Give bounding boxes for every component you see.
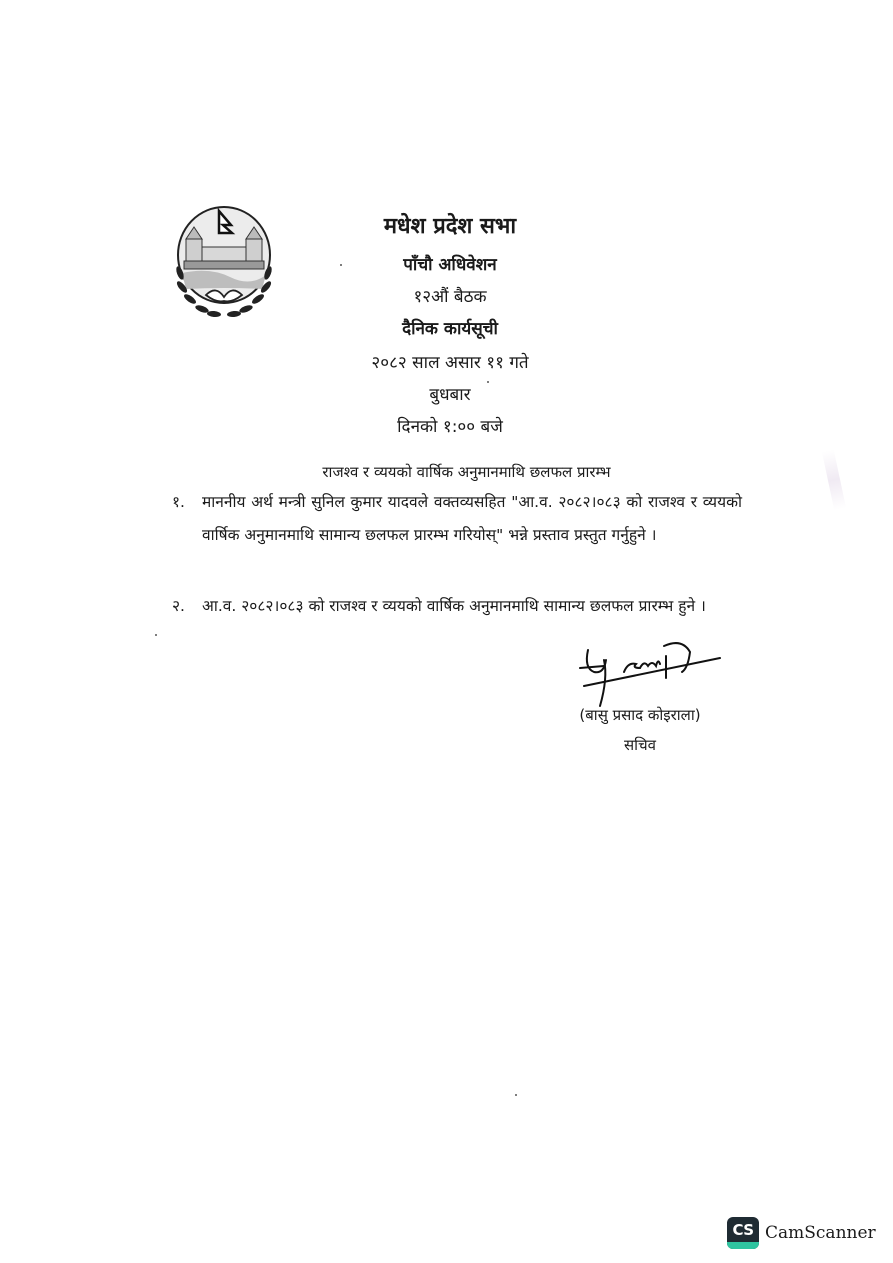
meeting-label: १२औं बैठक	[413, 287, 487, 307]
agenda-heading: राजश्व र व्ययको वार्षिक अनुमानमाथि छलफल प्रारम्भ	[322, 463, 611, 481]
signatory-name: (बासु प्रसाद कोइराला)	[579, 706, 701, 724]
camscanner-logo-icon: CS	[727, 1217, 759, 1249]
document-header	[300, 0, 600, 450]
scan-speck	[515, 1094, 517, 1096]
scan-speck	[487, 381, 489, 383]
agenda-item-text: आ.व. २०८२।०८३ को राजश्व र व्ययको वार्षिक अनुमानमाथि सामान्य छलफल प्रारम्भ हुने ।	[202, 597, 706, 615]
signatory-title: सचिव	[624, 736, 656, 754]
assembly-emblem-icon	[170, 203, 278, 321]
handwritten-signature-icon	[570, 638, 730, 708]
agenda-item	[172, 590, 742, 623]
scan-speck	[340, 264, 342, 266]
agenda-item-text: माननीय अर्थ मन्त्री सुनिल कुमार यादवले वक्तव्यसहित "आ.व. २०८२।०८३ को राजश्व र व्ययको वार्षिक अनुमानमाथि सामान्य छलफल प्रारम्भ गरियोस्" भन्ने प्रस्ताव प्रस्तुत गर्नुहुने ।	[202, 493, 742, 544]
assembly-name: मधेश प्रदेश सभा	[383, 214, 517, 239]
meeting-time: दिनको १:०० बजे	[397, 417, 503, 437]
meeting-date: २०८२ साल असार ११ गते	[371, 353, 529, 373]
camscanner-label: CamScanner	[765, 1223, 876, 1243]
meeting-weekday: बुधबार	[429, 385, 471, 405]
agenda-item	[172, 486, 742, 552]
scan-speck	[155, 634, 157, 636]
agenda-item-number: २.	[172, 597, 185, 615]
session-label: पाँचौ अधिवेशन	[403, 255, 497, 275]
camscanner-watermark	[727, 1217, 876, 1249]
document-title: दैनिक कार्यसूची	[402, 319, 498, 339]
agenda-item-number: १.	[172, 493, 185, 511]
